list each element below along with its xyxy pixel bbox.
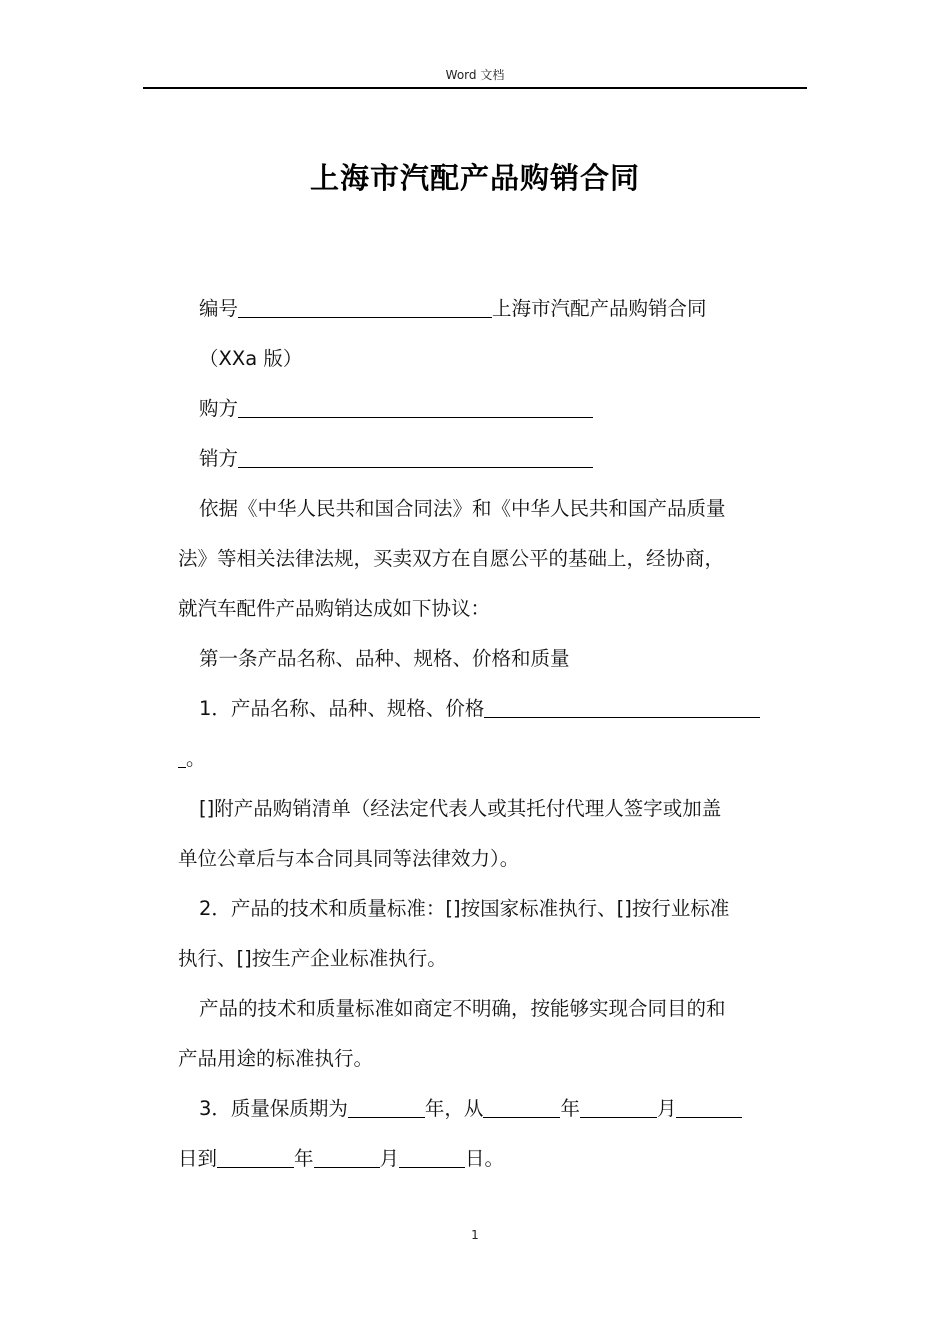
clause-line xyxy=(178,684,829,734)
seller-line xyxy=(178,434,829,484)
article-heading: 第一条产品名称、品种、规格、价格和质量 xyxy=(199,647,570,670)
clause-text: 1．产品名称、品种、规格、价格 xyxy=(199,697,485,720)
clause-text: 日到 xyxy=(178,1147,218,1170)
end-year-blank xyxy=(217,1145,294,1168)
paragraph-line: 执行、[]按生产企业标准执行。 xyxy=(178,947,447,970)
warranty-years-blank xyxy=(348,1095,425,1118)
paragraph-line: []附产品购销清单（经法定代表人或其托付代理人签字或加盖 xyxy=(199,797,722,820)
contract-number-label: 编号 xyxy=(199,297,239,320)
page-header: Word 文档 xyxy=(445,68,505,82)
end-day-blank xyxy=(399,1145,465,1168)
clause-text: 月 xyxy=(379,1147,400,1170)
clause-text: 年 xyxy=(560,1097,580,1120)
paragraph-line: 产品的技术和质量标准如商定不明确，按能够实现合同目的和 xyxy=(199,997,726,1020)
start-month-blank xyxy=(580,1095,657,1118)
paragraph-line: 2．产品的技术和质量标准：[]按国家标准执行、[]按行业标准 xyxy=(199,897,730,920)
clause-text: 月 xyxy=(656,1097,677,1120)
contract-number-blank xyxy=(238,295,492,318)
buyer-line xyxy=(178,384,829,434)
contract-number-line xyxy=(178,284,829,334)
buyer-label: 购方 xyxy=(199,397,239,420)
warranty-line xyxy=(178,1084,829,1134)
clause-text: 。 xyxy=(186,747,206,770)
version-line: （XXa 版） xyxy=(199,347,303,370)
paragraph-line: 就汽车配件产品购销达成如下协议： xyxy=(178,597,491,620)
clause-text: 日。 xyxy=(465,1147,505,1170)
start-year-blank xyxy=(483,1095,560,1118)
seller-blank xyxy=(238,445,593,468)
paragraph-line: 法》等相关法律法规，买卖双方在自愿公平的基础上，经协商， xyxy=(178,547,725,570)
document-title: 上海市汽配产品购销合同 xyxy=(309,161,640,195)
clause-text: 3．质量保质期为 xyxy=(199,1097,348,1120)
paragraph-line: 产品用途的标准执行。 xyxy=(178,1047,374,1070)
end-month-blank xyxy=(314,1145,380,1168)
clause-text: 年，从 xyxy=(424,1097,484,1120)
paragraph-line: 单位公章后与本合同具同等法律效力）。 xyxy=(178,847,520,870)
contract-title-inline: 上海市汽配产品购销合同 xyxy=(492,297,707,320)
clause-line xyxy=(178,734,808,784)
buyer-blank xyxy=(238,395,593,418)
page-number: 1 xyxy=(471,1228,479,1242)
start-day-blank xyxy=(676,1095,742,1118)
seller-label: 销方 xyxy=(199,447,239,470)
clause-text: 年 xyxy=(294,1147,314,1170)
product-spec-blank xyxy=(484,695,760,718)
product-spec-blank-cont xyxy=(178,745,186,768)
paragraph-line: 依据《中华人民共和国合同法》和《中华人民共和国产品质量 xyxy=(199,497,726,520)
warranty-line xyxy=(178,1134,808,1184)
header-rule xyxy=(143,87,807,89)
